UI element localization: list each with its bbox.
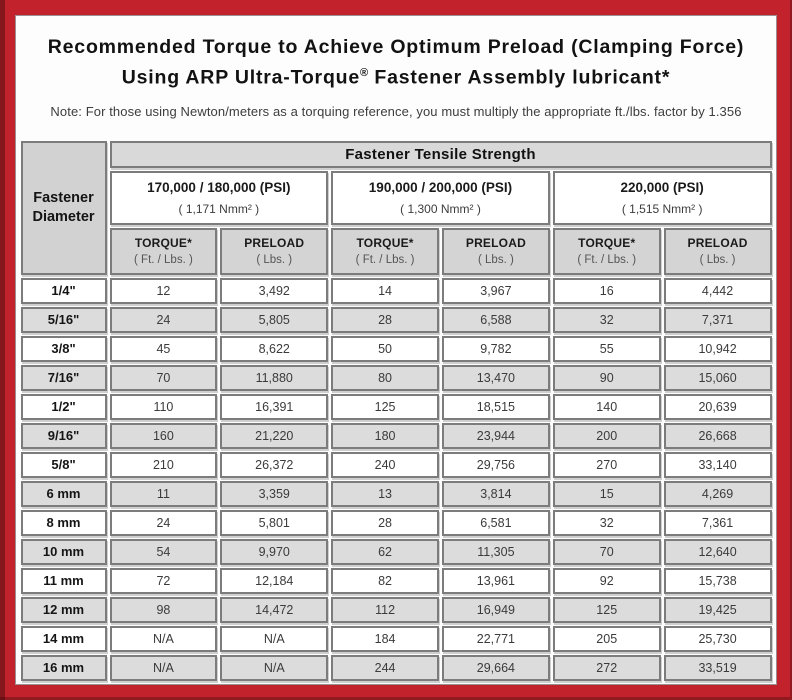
- fastener-diameter-cell: 8 mm: [21, 510, 107, 536]
- torque-value-cell: 82: [331, 568, 439, 594]
- preload-value-cell: 23,944: [442, 423, 550, 449]
- torque-value-cell: N/A: [110, 655, 218, 681]
- torque-value-cell: 205: [553, 626, 661, 652]
- title-line-2-after: Fastener Assembly lubricant*: [368, 66, 671, 89]
- fastener-diameter-cell: 16 mm: [21, 655, 107, 681]
- torque-value-cell: 125: [331, 394, 439, 420]
- torque-value-cell: 98: [110, 597, 218, 623]
- torque-label: TORQUE*: [134, 236, 192, 250]
- preload-value-cell: 33,519: [664, 655, 772, 681]
- fastener-diameter-cell: 1/2": [21, 394, 107, 420]
- torque-column-header: [553, 228, 661, 275]
- table-row: [21, 336, 772, 362]
- preload-value-cell: 15,060: [664, 365, 772, 391]
- table-row: [21, 539, 772, 565]
- table-row: [21, 481, 772, 507]
- torque-value-cell: 54: [110, 539, 218, 565]
- chart-panel: [15, 15, 777, 685]
- torque-value-cell: 140: [553, 394, 661, 420]
- torque-label: TORQUE*: [578, 236, 636, 250]
- preload-value-cell: 9,782: [442, 336, 550, 362]
- registered-trademark-symbol: ®: [360, 67, 369, 79]
- preload-value-cell: 3,492: [220, 278, 328, 304]
- preload-value-cell: 13,961: [442, 568, 550, 594]
- psi-group-170-180: [110, 171, 329, 225]
- torque-unit-label: ( Ft. / Lbs. ): [577, 254, 637, 266]
- fastener-diameter-cell: 11 mm: [21, 568, 107, 594]
- torque-value-cell: 80: [331, 365, 439, 391]
- table-row: [21, 278, 772, 304]
- torque-value-cell: 110: [110, 394, 218, 420]
- torque-value-cell: 180: [331, 423, 439, 449]
- preload-value-cell: 3,967: [442, 278, 550, 304]
- torque-value-cell: 12: [110, 278, 218, 304]
- fastener-diameter-header-line2: Diameter: [32, 208, 95, 225]
- fastener-diameter-header: [21, 141, 107, 275]
- preload-value-cell: 7,361: [664, 510, 772, 536]
- preload-unit-label: ( Lbs. ): [256, 254, 293, 266]
- preload-value-cell: 14,472: [220, 597, 328, 623]
- psi-group-190-200: [331, 171, 550, 225]
- torque-value-cell: 50: [331, 336, 439, 362]
- table-row: [21, 626, 772, 652]
- preload-value-cell: 13,470: [442, 365, 550, 391]
- preload-value-cell: 4,442: [664, 278, 772, 304]
- tensile-strength-header-row: [21, 141, 772, 168]
- torque-table-body: [21, 278, 772, 681]
- torque-value-cell: 70: [553, 539, 661, 565]
- preload-value-cell: 6,581: [442, 510, 550, 536]
- torque-column-header: [331, 228, 439, 275]
- title-line-2-before: Using ARP Ultra-Torque: [121, 66, 361, 89]
- table-row: [21, 510, 772, 536]
- nmm-label: ( 1,515 Nmm² ): [621, 201, 703, 216]
- table-row: [21, 568, 772, 594]
- torque-value-cell: 160: [110, 423, 218, 449]
- preload-column-header: [442, 228, 550, 275]
- conversion-note: Note: For those using Newton/meters as a torquing reference, you must multiply the appropriate ft./lbs. factor by 1.356: [50, 103, 742, 119]
- torque-value-cell: 72: [110, 568, 218, 594]
- preload-value-cell: 15,738: [664, 568, 772, 594]
- fastener-diameter-cell: 5/8": [21, 452, 107, 478]
- preload-value-cell: 20,639: [664, 394, 772, 420]
- preload-value-cell: 16,391: [220, 394, 328, 420]
- preload-column-header: [664, 228, 772, 275]
- psi-label: 170,000 / 180,000 (PSI): [147, 179, 291, 195]
- torque-value-cell: 15: [553, 481, 661, 507]
- fastener-diameter-cell: 14 mm: [21, 626, 107, 652]
- preload-value-cell: 16,949: [442, 597, 550, 623]
- preload-label: PRELOAD: [465, 236, 526, 250]
- tensile-strength-header: Fastener Tensile Strength: [110, 141, 772, 168]
- torque-value-cell: 11: [110, 481, 218, 507]
- fastener-diameter-header-line1: Fastener: [33, 189, 94, 206]
- psi-label: 220,000 (PSI): [620, 179, 704, 195]
- table-row: [21, 597, 772, 623]
- preload-column-header: [220, 228, 328, 275]
- title-line-2: [26, 60, 766, 91]
- torque-value-cell: 16: [553, 278, 661, 304]
- preload-value-cell: 5,805: [220, 307, 328, 333]
- preload-value-cell: 26,372: [220, 452, 328, 478]
- torque-unit-label: ( Ft. / Lbs. ): [134, 254, 193, 266]
- torque-value-cell: 240: [331, 452, 439, 478]
- preload-value-cell: 29,664: [442, 655, 550, 681]
- psi-group-220: [553, 171, 772, 225]
- torque-value-cell: 184: [331, 626, 439, 652]
- preload-value-cell: 6,588: [442, 307, 550, 333]
- preload-value-cell: N/A: [220, 626, 328, 652]
- nmm-label: ( 1,300 Nmm² ): [400, 201, 481, 216]
- torque-value-cell: 112: [331, 597, 439, 623]
- torque-value-cell: 32: [553, 307, 661, 333]
- fastener-diameter-cell: 1/4": [21, 278, 107, 304]
- torque-value-cell: 45: [110, 336, 218, 362]
- preload-value-cell: 11,880: [220, 365, 328, 391]
- title-line-1: Recommended Torque to Achieve Optimum Preload (Clamping Force): [47, 36, 745, 58]
- psi-group-header-row: [21, 171, 772, 225]
- torque-value-cell: 92: [553, 568, 661, 594]
- torque-value-cell: 24: [110, 510, 218, 536]
- torque-value-cell: 32: [553, 510, 661, 536]
- torque-value-cell: 244: [331, 655, 439, 681]
- torque-value-cell: 28: [331, 307, 439, 333]
- preload-value-cell: 21,220: [220, 423, 328, 449]
- preload-label: PRELOAD: [687, 236, 748, 250]
- preload-value-cell: 12,184: [220, 568, 328, 594]
- fastener-diameter-cell: 10 mm: [21, 539, 107, 565]
- torque-value-cell: 200: [553, 423, 661, 449]
- table-row: [21, 365, 772, 391]
- preload-value-cell: 7,371: [664, 307, 772, 333]
- preload-value-cell: 11,305: [442, 539, 550, 565]
- preload-label: PRELOAD: [244, 236, 305, 250]
- page-title: [26, 34, 766, 91]
- torque-label: TORQUE*: [356, 236, 414, 250]
- preload-value-cell: 22,771: [442, 626, 550, 652]
- torque-value-cell: 13: [331, 481, 439, 507]
- preload-value-cell: 12,640: [664, 539, 772, 565]
- fastener-diameter-cell: 6 mm: [21, 481, 107, 507]
- fastener-diameter-cell: 9/16": [21, 423, 107, 449]
- torque-value-cell: 210: [110, 452, 218, 478]
- nmm-label: ( 1,171 Nmm² ): [178, 201, 260, 216]
- preload-unit-label: ( Lbs. ): [478, 254, 514, 266]
- preload-value-cell: 8,622: [220, 336, 328, 362]
- torque-value-cell: N/A: [110, 626, 218, 652]
- torque-value-cell: 90: [553, 365, 661, 391]
- preload-value-cell: 10,942: [664, 336, 772, 362]
- fastener-diameter-cell: 3/8": [21, 336, 107, 362]
- preload-value-cell: N/A: [220, 655, 328, 681]
- preload-value-cell: 4,269: [664, 481, 772, 507]
- psi-label: 190,000 / 200,000 (PSI): [368, 179, 513, 195]
- preload-value-cell: 29,756: [442, 452, 550, 478]
- table-row: [21, 423, 772, 449]
- fastener-diameter-cell: 7/16": [21, 365, 107, 391]
- preload-value-cell: 3,359: [220, 481, 328, 507]
- torque-value-cell: 55: [553, 336, 661, 362]
- preload-value-cell: 19,425: [664, 597, 772, 623]
- torque-value-cell: 28: [331, 510, 439, 536]
- preload-value-cell: 33,140: [664, 452, 772, 478]
- fastener-diameter-cell: 5/16": [21, 307, 107, 333]
- torque-value-cell: 62: [331, 539, 439, 565]
- fastener-diameter-cell: 12 mm: [21, 597, 107, 623]
- torque-preload-table: [18, 138, 775, 684]
- preload-unit-label: ( Lbs. ): [699, 254, 736, 266]
- torque-preload-header-row: [21, 228, 772, 275]
- table-row: [21, 394, 772, 420]
- preload-value-cell: 9,970: [220, 539, 328, 565]
- torque-value-cell: 125: [553, 597, 661, 623]
- torque-column-header: [110, 228, 218, 275]
- torque-value-cell: 14: [331, 278, 439, 304]
- torque-unit-label: ( Ft. / Lbs. ): [355, 254, 415, 266]
- torque-value-cell: 70: [110, 365, 218, 391]
- preload-value-cell: 5,801: [220, 510, 328, 536]
- table-row: [21, 452, 772, 478]
- torque-value-cell: 24: [110, 307, 218, 333]
- preload-value-cell: 25,730: [664, 626, 772, 652]
- table-row: [21, 307, 772, 333]
- table-row: [21, 655, 772, 681]
- preload-value-cell: 3,814: [442, 481, 550, 507]
- torque-value-cell: 272: [553, 655, 661, 681]
- preload-value-cell: 18,515: [442, 394, 550, 420]
- preload-value-cell: 26,668: [664, 423, 772, 449]
- torque-value-cell: 270: [553, 452, 661, 478]
